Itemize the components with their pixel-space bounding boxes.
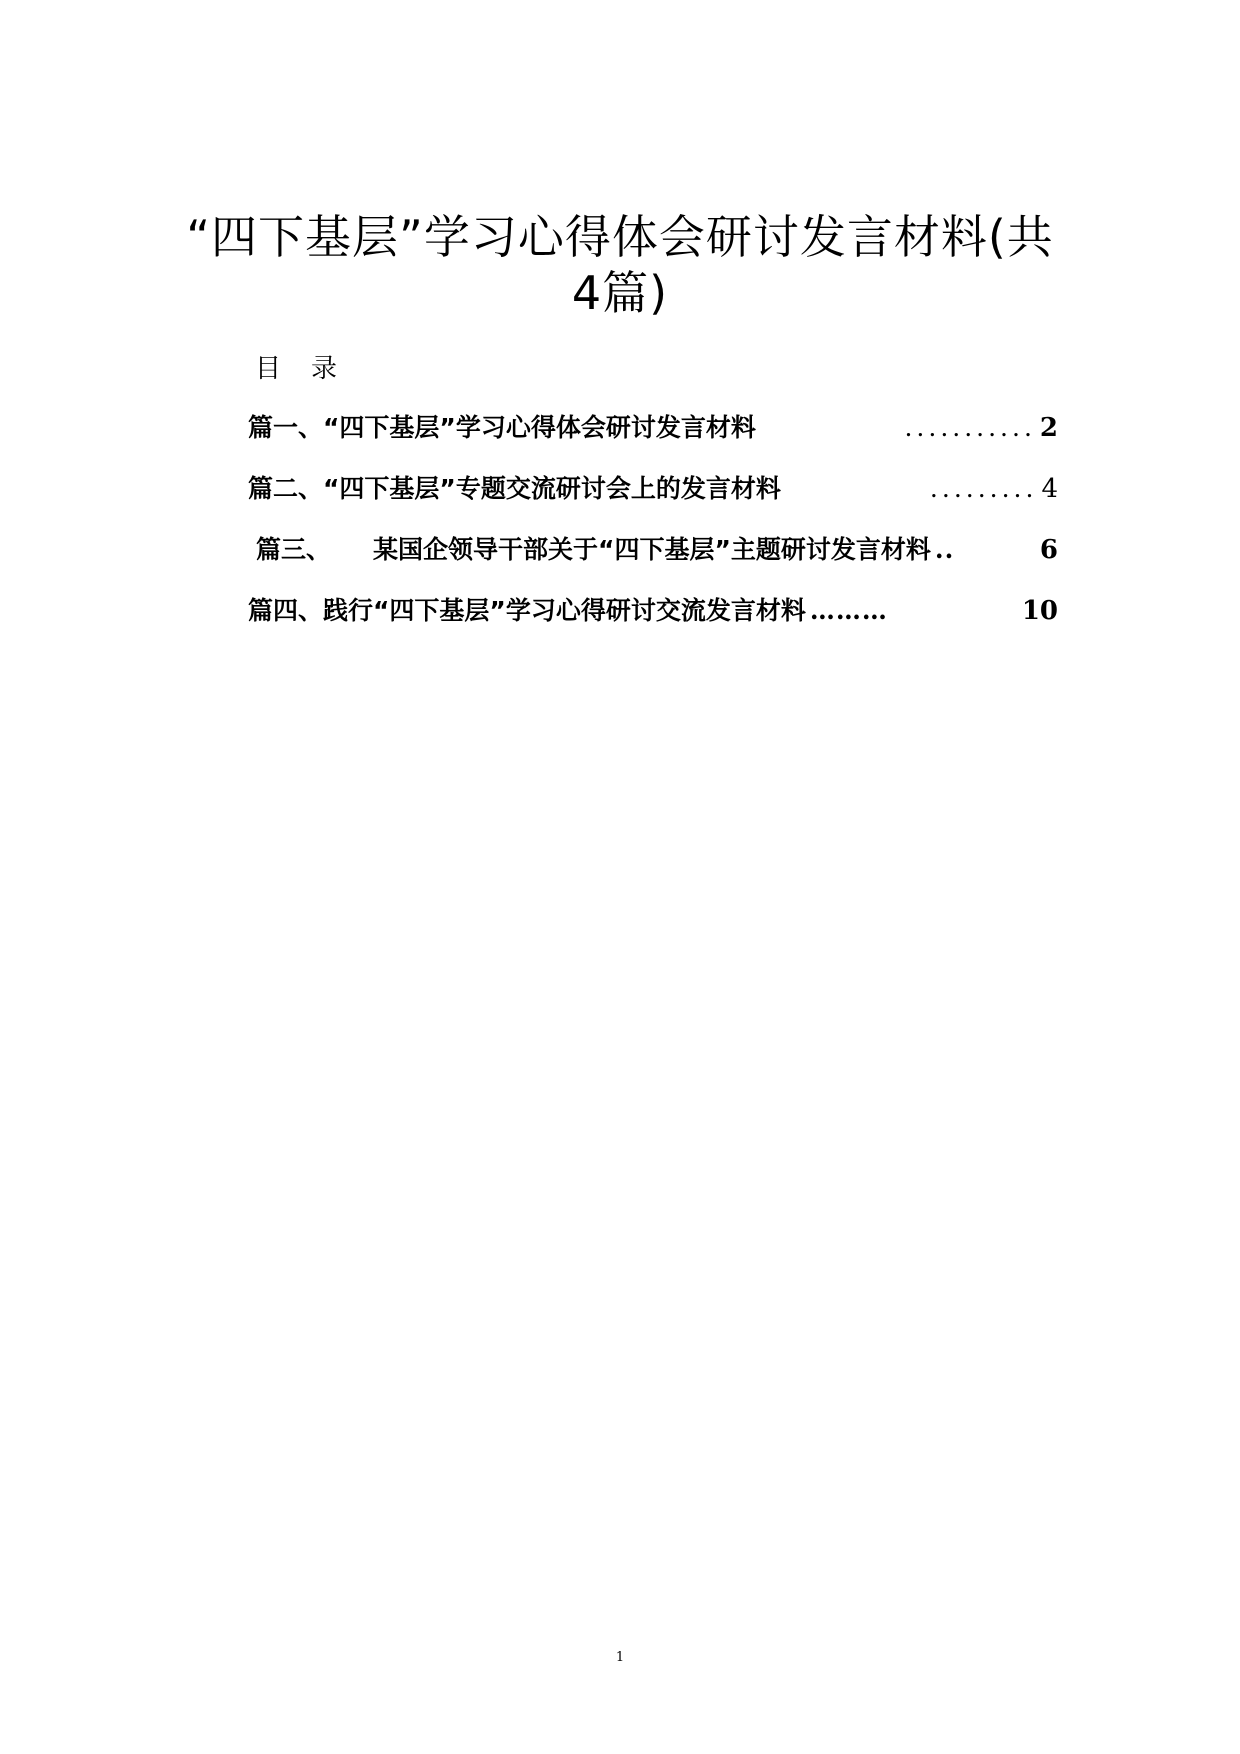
toc-leader-dots: ......... [929,474,1038,503]
toc-page-number: 6 [1039,535,1058,565]
document-title-line-2: 4篇) [571,265,669,320]
document-title-line-1: “四下基层”学习心得体会研讨发言材料(共 [186,209,1054,264]
toc-heading: 目录 [255,354,368,384]
toc-entry-4[interactable] [248,591,1058,625]
toc-leader-dots: ........... [904,413,1036,442]
toc-leader-dots: ……… [809,596,888,625]
page-number: 1 [615,1650,625,1665]
toc-entry-1[interactable] [248,408,1058,442]
toc-entry-title: 篇四、践行“四下基层”学习心得研讨交流发言材料 [248,596,806,625]
toc-page-number: 2 [1039,413,1058,443]
table-of-contents [248,408,1058,652]
toc-entry-title: 篇一、“四下基层”学习心得体会研讨发言材料 [248,413,756,442]
toc-entry-label: 某国企领导干部关于“四下基层”主题研讨发言材料 [373,535,931,564]
toc-entry-title [256,530,931,566]
toc-page-number: 10 [1021,596,1058,626]
toc-entry-prefix: 篇三、 [256,535,332,564]
toc-entry-2[interactable] [248,469,1058,503]
document-title [150,209,1090,321]
toc-entry-title: 篇二、“四下基层”专题交流研讨会上的发言材料 [248,474,781,503]
toc-page-number: 4 [1041,474,1058,504]
toc-entry-3[interactable] [248,530,1058,564]
toc-leader-dots: .. [934,535,955,564]
